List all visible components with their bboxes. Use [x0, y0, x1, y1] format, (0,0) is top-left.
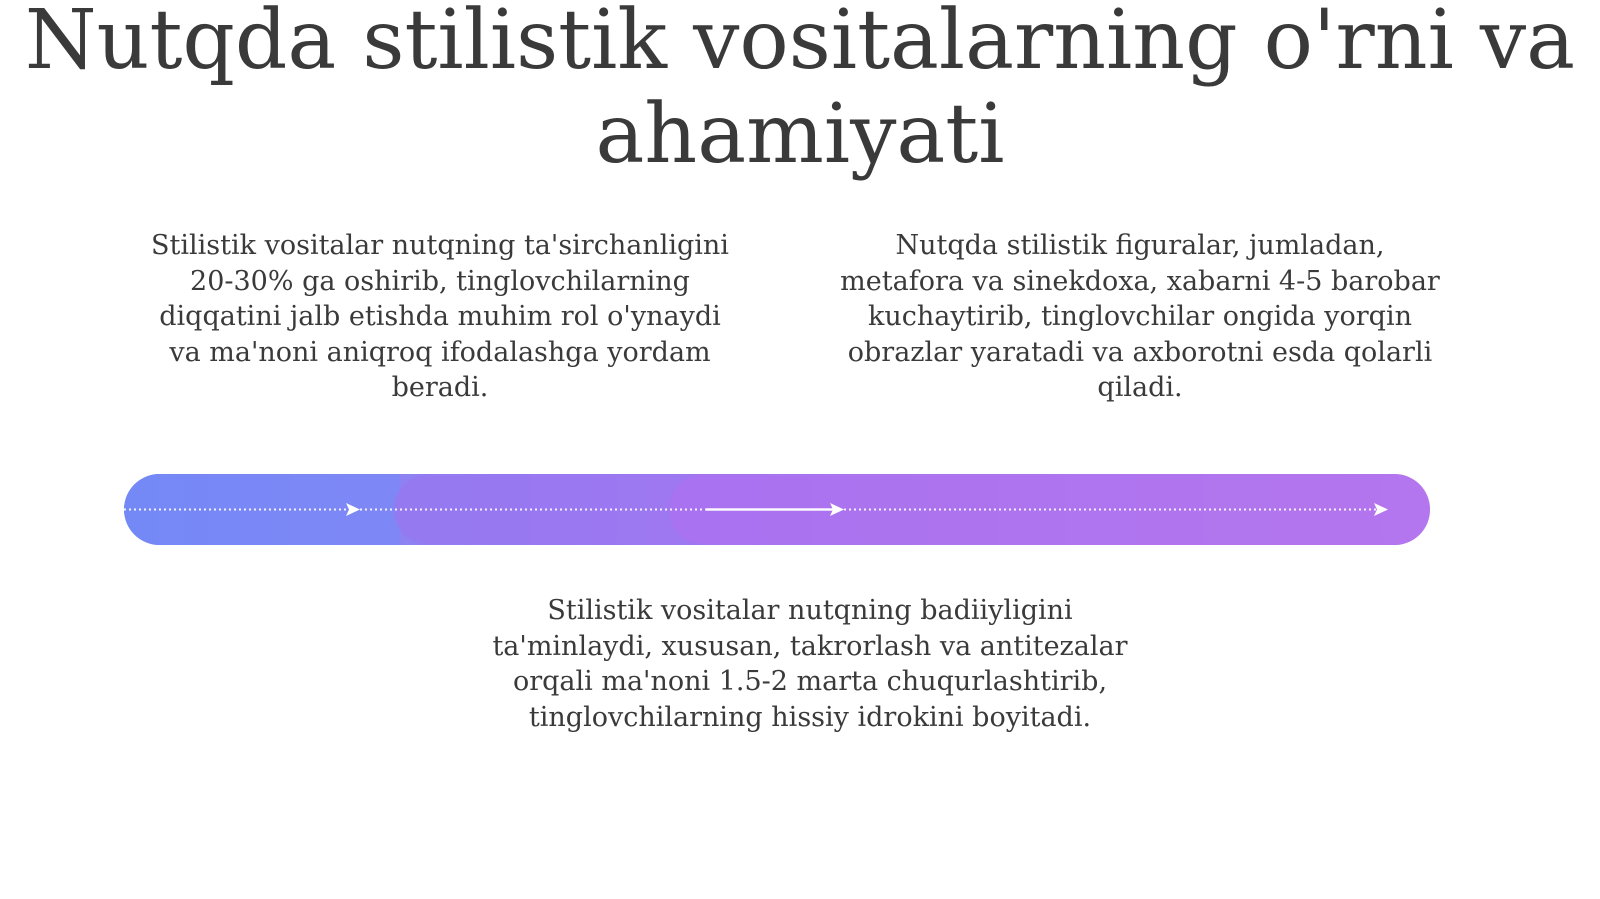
arrow-right-icon	[1374, 503, 1388, 516]
text-block-left: Stilistik vositalar nutqning ta'sirchanligini 20-30% ga oshirib, tinglovchilarning diqqatini jalb etishda muhim rol o'ynaydi va ma'noni aniqroq ifodalashga yordam beradi.	[151, 230, 729, 403]
timeline-bar	[124, 474, 1430, 545]
arrow-right-icon	[346, 503, 360, 516]
timeline-arrows	[124, 474, 1430, 545]
text-block-bottom: Stilistik vositalar nutqning badiiyligini ta'minlaydi, xususan, takrorlash va antitezalar orqali ma'noni 1.5-2 marta chuqurlashtirib, tinglovchilarning hissiy idrokini boyitadi.	[492, 595, 1128, 733]
text-block-right: Nutqda stilistik figuralar, jumladan, metafora va sinekdoxa, xabarni 4-5 barobar kuchaytirib, tinglovchilar ongida yorqin obrazlar yaratadi va axborotni esda qolarli qiladi.	[840, 230, 1440, 403]
slide-title: Nutqda stilistik vositalarning o'rni va ahamiyati	[24, 0, 1576, 182]
